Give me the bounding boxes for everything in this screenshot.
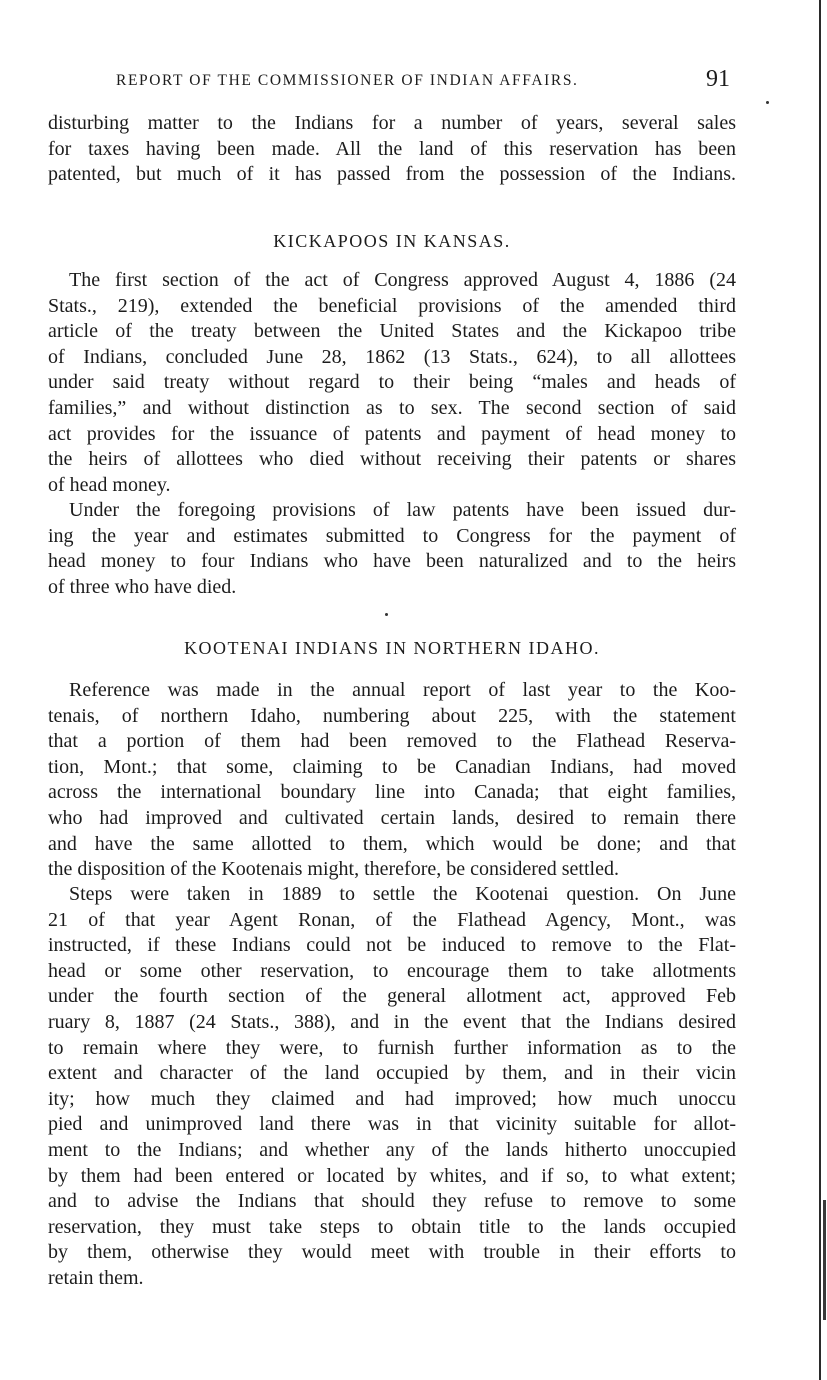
page-edge-mark bbox=[823, 1200, 826, 1320]
text-line: tion, Mont.; that some, claiming to be Canadian Indians, had moved bbox=[48, 755, 736, 778]
kootenai-paragraph-1 bbox=[48, 678, 736, 883]
page-edge-line bbox=[819, 0, 821, 1380]
text-line: under the fourth section of the general allotment act, approved Feb bbox=[48, 985, 736, 1008]
text-line: of Indians, concluded June 28, 1862 (13 Stats., 624), to all allottees bbox=[48, 345, 736, 368]
continuation-paragraph bbox=[48, 111, 736, 188]
kootenai-paragraph-2 bbox=[48, 882, 736, 1292]
text-line: 21 of that year Agent Ronan, of the Flathead Agency, Mont., was bbox=[48, 908, 736, 931]
text-line: instructed, if these Indians could not be induced to remove to the Flat- bbox=[48, 934, 736, 957]
text-line: disturbing matter to the Indians for a number of years, several sales bbox=[48, 112, 736, 134]
text-line: ity; how much they claimed and had improved; how much unoccu bbox=[48, 1087, 736, 1110]
text-line: who had improved and cultivated certain lands, desired to remain there bbox=[48, 806, 736, 829]
text-line: by them had been entered or located by whites, and if so, to what extent; bbox=[48, 1164, 736, 1187]
page-header bbox=[116, 66, 776, 96]
text-line: ment to the Indians; and whether any of the lands hitherto unoccupied bbox=[48, 1138, 736, 1161]
text-line: for taxes having been made. All the land of this reservation has been bbox=[48, 137, 736, 160]
text-line: The first section of the act of Congress approved August 4, 1886 (24 bbox=[69, 269, 736, 291]
text-line: and to advise the Indians that should they refuse to remove to some bbox=[48, 1190, 736, 1213]
section-heading-kickapoos: KICKAPOOS IN KANSAS. bbox=[273, 231, 511, 251]
page-number: 91 bbox=[706, 66, 730, 92]
text-line: and have the same allotted to them, which would be done; and that bbox=[48, 832, 736, 855]
text-line: head money to four Indians who have been naturalized and to the heirs bbox=[48, 550, 736, 573]
text-line: head or some other reservation, to encourage them to take allotments bbox=[48, 959, 736, 982]
text-line: to remain where they were, to furnish further information as to the bbox=[48, 1036, 736, 1059]
text-line: patented, but much of it has passed from the possession of the Indians. bbox=[48, 163, 736, 186]
text-line: Under the foregoing provisions of law patents have been issued dur- bbox=[69, 499, 736, 521]
text-line: retain them. bbox=[48, 1266, 144, 1289]
text-line: that a portion of them had been removed to the Flathead Reserva- bbox=[48, 730, 736, 753]
text-line: ruary 8, 1887 (24 Stats., 388), and in the event that the Indians desired bbox=[48, 1010, 736, 1033]
text-line: pied and unimproved land there was in that vicinity suitable for allot- bbox=[48, 1113, 736, 1136]
text-line: families,” and without distinction as to sex. The second section of said bbox=[48, 396, 736, 419]
text-line: across the international boundary line into Canada; that eight families, bbox=[48, 781, 736, 804]
stray-dot bbox=[766, 101, 769, 104]
text-line: of three who have died. bbox=[48, 575, 237, 598]
text-line: Stats., 219), extended the beneficial provisions of the amended third bbox=[48, 294, 736, 317]
text-line: tenais, of northern Idaho, numbering about 225, with the statement bbox=[48, 704, 736, 727]
text-line: the heirs of allottees who died without receiving their patents or shares bbox=[48, 448, 736, 471]
text-line: reservation, they must take steps to obtain title to the lands occupied bbox=[48, 1215, 736, 1238]
stray-dot bbox=[385, 613, 388, 616]
text-line: of head money. bbox=[48, 473, 171, 496]
text-line: the disposition of the Kootenais might, therefore, be considered settled. bbox=[48, 858, 619, 881]
text-line: extent and character of the land occupied by them, and in their vicin bbox=[48, 1062, 736, 1085]
running-head: REPORT OF THE COMMISSIONER OF INDIAN AFFAIRS. bbox=[116, 72, 579, 89]
text-line: by them, otherwise they would meet with trouble in their efforts to bbox=[48, 1241, 736, 1264]
text-line: act provides for the issuance of patents and payment of head money to bbox=[48, 422, 736, 445]
kickapoos-paragraph-1 bbox=[48, 268, 736, 498]
text-line: Reference was made in the annual report of last year to the Koo- bbox=[69, 679, 736, 701]
kickapoos-paragraph-2 bbox=[48, 498, 736, 600]
text-line: article of the treaty between the United States and the Kickapoo tribe bbox=[48, 320, 736, 343]
text-line: ing the year and estimates submitted to Congress for the payment of bbox=[48, 524, 736, 547]
text-line: under said treaty without regard to their being “males and heads of bbox=[48, 371, 736, 394]
text-line: Steps were taken in 1889 to settle the Kootenai question. On June bbox=[69, 883, 736, 905]
section-heading-kootenai: KOOTENAI INDIANS IN NORTHERN IDAHO. bbox=[184, 638, 600, 658]
